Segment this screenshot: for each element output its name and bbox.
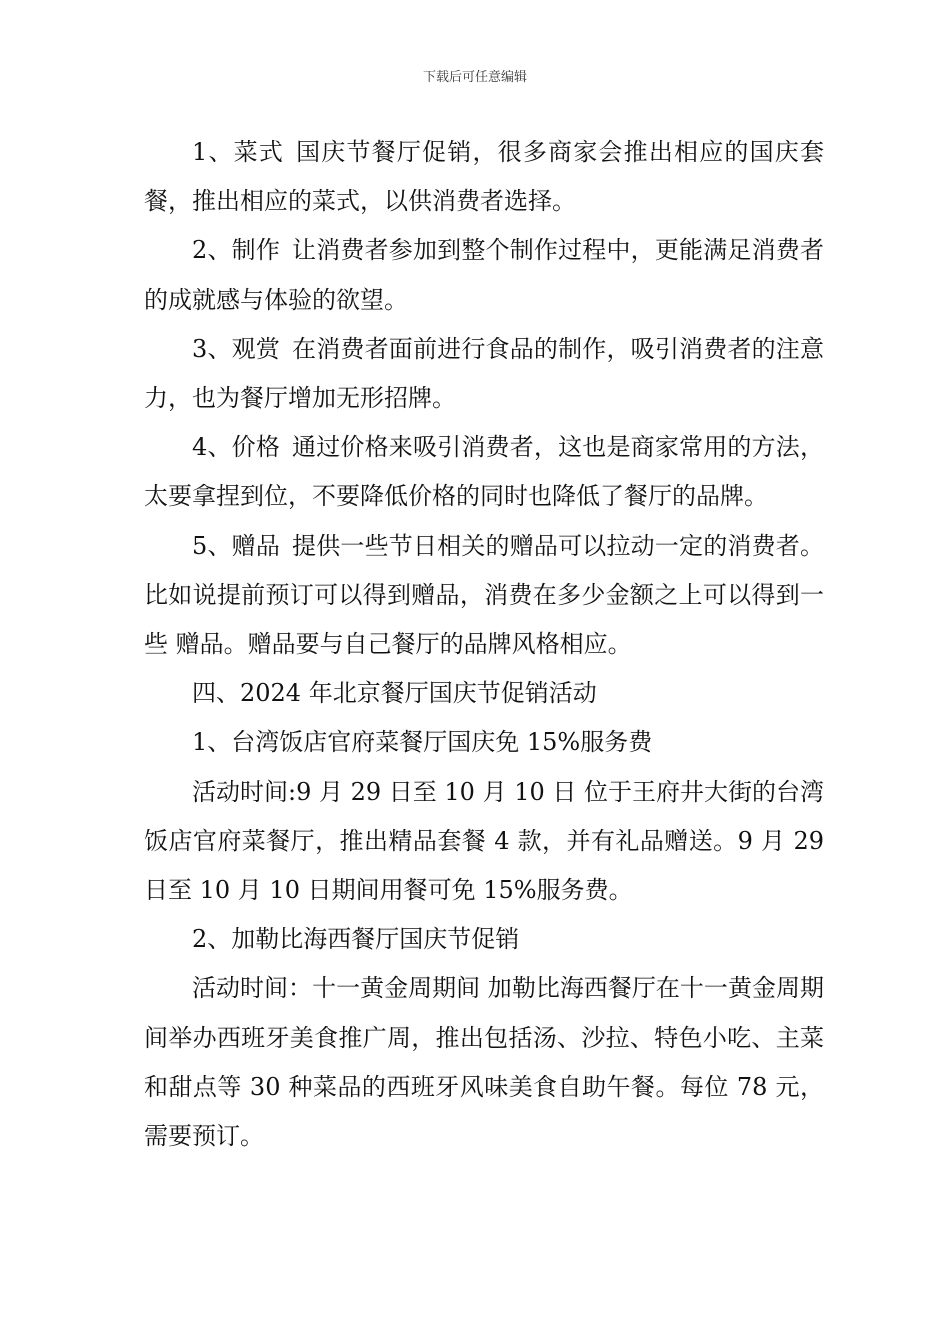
paragraph-text: 国庆节餐厅促销，很多商家会推出相应的国庆套餐，推出相应的菜式，以供消费者选择。 xyxy=(144,138,824,216)
paragraph-viewing xyxy=(144,325,824,423)
document-body xyxy=(144,128,824,1161)
subheading-caribbean: 2、加勒比海西餐厅国庆节促销 xyxy=(192,925,520,954)
subheading-taiwan-hotel: 1、台湾饭店官府菜餐厅国庆免 15%服务费 xyxy=(192,728,653,757)
paragraph-text: 通过价格来吸引消费者，这也是商家常用的方法，太要拿捏到位，不要降低价格的同时也降低了餐厅的品牌。 xyxy=(144,433,824,511)
paragraph-text: 提供一些节日相关的赠品可以拉动一定的消费者。比如说提前预订可以得到赠品，消费在多少金额之上可以得到一些 赠品。赠品要与自己餐厅的品牌风格相应。 xyxy=(144,531,824,659)
paragraph-price xyxy=(144,423,824,521)
section-heading: 四、2024 年北京餐厅国庆节促销活动 xyxy=(192,679,597,708)
paragraph-gifts xyxy=(144,522,824,670)
paragraph-production xyxy=(144,226,824,324)
paragraph-label: 4、价格 xyxy=(192,433,281,462)
paragraph-label: 2、制作 xyxy=(192,236,281,265)
paragraph-taiwan-hotel: 活动时间:9 月 29 日至 10 月 10 日 位于王府井大街的台湾饭店官府菜餐厅，推出精品套餐 4 款，并有礼品赠送。9 月 29 日至 10 月 10 日期间用餐可免 15%服务费。 xyxy=(144,777,825,905)
page-header: 下载后可任意编辑 xyxy=(422,70,527,85)
paragraph-label: 3、观赏 xyxy=(192,334,281,363)
paragraph-caribbean: 活动时间：十一黄金周期间 加勒比海西餐厅在十一黄金周期间举办西班牙美食推广周，推出包括汤、沙拉、特色小吃、主菜和甜点等 30 种菜品的西班牙风味美食自助午餐。每位 78 元，需要预订。 xyxy=(144,974,824,1151)
paragraph-text: 在消费者面前进行食品的制作，吸引消费者的注意力，也为餐厅增加无形招牌。 xyxy=(144,334,824,413)
paragraph-text: 让消费者参加到整个制作过程中，更能满足消费者的成就感与体验的欲望。 xyxy=(144,236,824,314)
paragraph-cuisine xyxy=(144,128,824,226)
paragraph-label: 5、赠品 xyxy=(192,531,281,560)
paragraph-label: 1、菜式 xyxy=(192,138,285,166)
